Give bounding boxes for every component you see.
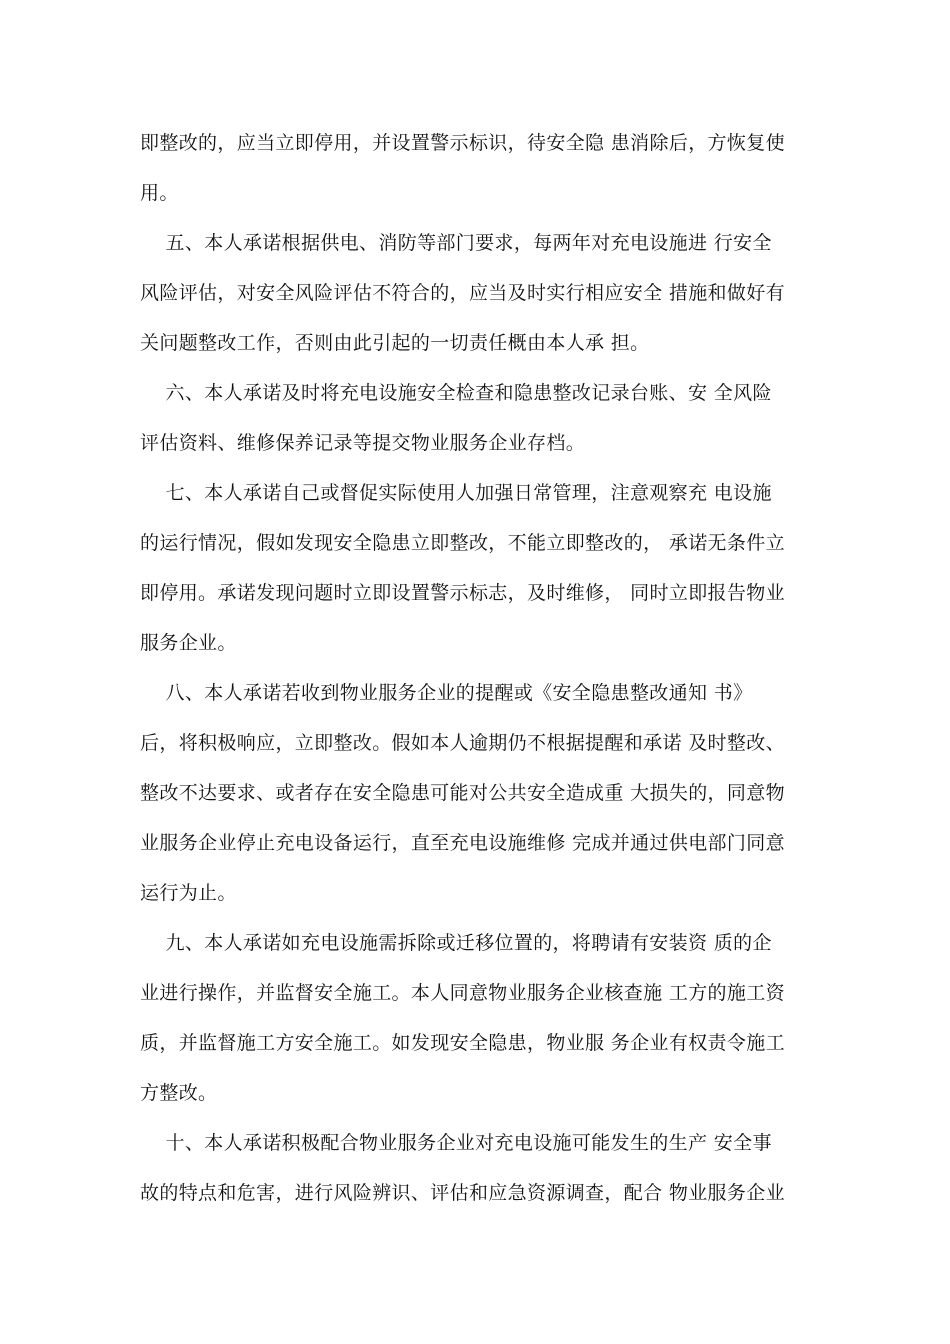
text-line: 服务企业。 xyxy=(140,632,237,654)
text-line: 方整改。 xyxy=(140,1082,218,1104)
text-line: 评估资料、维修保养记录等提交物业服务企业存档。 xyxy=(140,432,586,454)
text-line: 的运行情况，假如发现安全隐患立即整改，不能立即整改的， 承诺无条件立 xyxy=(140,532,785,554)
text-line: 故的特点和危害，进行风险辨识、评估和应急资源调查，配合 物业服务企业 xyxy=(140,1182,785,1204)
text-line: 九、本人承诺如充电设施需拆除或迁移位置的，将聘请有安装资 质的企 xyxy=(140,932,772,954)
text-line: 整改不达要求、或者存在安全隐患可能对公共安全造成重 大损失的，同意物 xyxy=(140,782,785,804)
text-line: 六、本人承诺及时将充电设施安全检查和隐患整改记录台账、安 全风险 xyxy=(140,382,772,404)
text-line: 业进行操作，并监督安全施工。本人同意物业服务企业核查施 工方的施工资 xyxy=(140,982,785,1004)
text-line: 风险评估，对安全风险评估不符合的，应当及时实行相应安全 措施和做好有 xyxy=(140,282,785,304)
text-line: 运行为止。 xyxy=(140,882,237,904)
text-line: 五、本人承诺根据供电、消防等部门要求，每两年对充电设施进 行安全 xyxy=(140,232,772,254)
document-body xyxy=(140,118,830,1218)
text-line: 关问题整改工作，否则由此引起的一切责任概由本人承 担。 xyxy=(140,332,650,354)
text-line: 七、本人承诺自己或督促实际使用人加强日常管理，注意观察充 电设施 xyxy=(140,482,772,504)
text-line: 后，将积极响应，立即整改。假如本人逾期仍不根据提醒和承诺 及时整改、 xyxy=(140,732,785,754)
text-line: 业服务企业停止充电设备运行，直至充电设施维修 完成并通过供电部门同意 xyxy=(140,832,785,854)
text-line: 十、本人承诺积极配合物业服务企业对充电设施可能发生的生产 安全事 xyxy=(140,1132,772,1154)
text-line: 质，并监督施工方安全施工。如发现安全隐患，物业服 务企业有权责令施工 xyxy=(140,1032,785,1054)
text-line: 用。 xyxy=(140,182,179,204)
text-line: 即整改的，应当立即停用，并设置警示标识，待安全隐 患消除后，方恢复使 xyxy=(140,132,785,154)
text-line: 即停用。承诺发现问题时立即设置警示标志，及时维修， 同时立即报告物业 xyxy=(140,582,785,604)
text-line: 八、本人承诺若收到物业服务企业的提醒或《安全隐患整改通知 书》 xyxy=(140,682,753,704)
